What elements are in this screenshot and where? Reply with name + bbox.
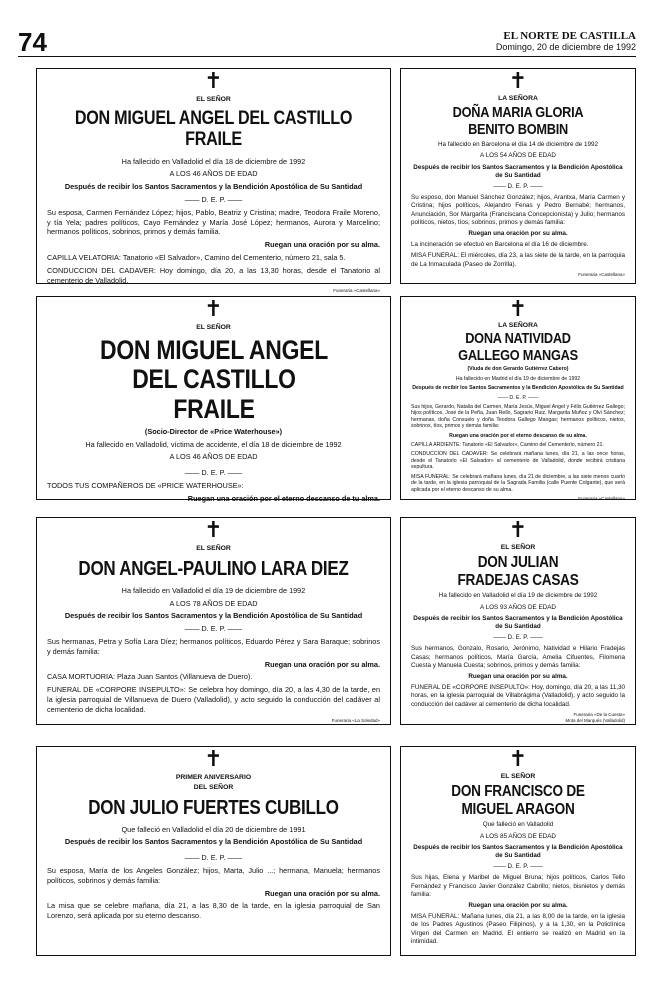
deceased-name: DON JULIO FUERTES CUBILLO: [88, 796, 339, 819]
info-line: MISA FUNERAL: Mañana lunes, día 21, a las 8,00 de la tarde, en la iglesia de los Padres Agustinos (Paseo Filipinos), y a la 1,30, en la Policlínica Virgen del Carmen en Madrid. El entierro se realizó en Madrid en la intimidad.: [411, 913, 625, 945]
obituary-left-3: [36, 517, 391, 725]
role-line: (Socio-Director de «Price Waterhouse»): [144, 426, 283, 436]
obituary-left-1: [36, 68, 391, 294]
obituary-title: EL SEÑOR: [196, 324, 231, 331]
info-line: CAPILLA VELATORIA: Tanatorio «El Salvador», Camino del Cementerio, número 21, sala 5.: [47, 252, 346, 262]
obituary-left-4: [36, 746, 391, 956]
info-line: CONDUCCION DEL CADAVER: Hoy domingo, día 20, a las 13,30 horas, desde el Tanatorio al cementerio de Valladolid.: [47, 265, 380, 285]
info-line: CAPILLA ARDIENTE: Tanatorio «El Salvador», Camino del Cementerio, número 21.: [411, 442, 604, 449]
dep-line: —— D. E. P. ——: [184, 194, 243, 204]
info-line: MISA FUNERAL: El miércoles, día 23, a las siete de la tarde, en la parroquia de La Inmaculada (Paseo de Zorrilla).: [411, 252, 625, 268]
funeral-home: Funeraria «Castellana»: [578, 271, 625, 277]
deceased-name: DOÑA MARIA GLORIA BENITO BOMBIN: [452, 104, 584, 138]
family-text: TODOS TUS COMPAÑEROS DE «PRICE WATERHOUSE»:: [47, 481, 244, 491]
cross-icon: ✝: [204, 518, 223, 543]
sacraments-line: Después de recibir los Santos Sacramentos y la Bendición Apostólica de Su Santidad: [64, 182, 363, 192]
prayer-line: Ruegan una oración por su alma.: [468, 902, 568, 910]
cross-icon: ✝: [508, 518, 528, 543]
cross-icon: ✝: [508, 69, 528, 94]
obituary-right-4: [400, 746, 636, 956]
obituary-title: EL SEÑOR: [196, 545, 231, 552]
cross-icon: ✝: [204, 297, 223, 322]
cross-icon: ✝: [204, 747, 223, 772]
dep-line: —— D. E. P. ——: [184, 624, 243, 634]
prayer-line: Ruegan una oración por su alma.: [264, 659, 380, 669]
cross-icon: ✝: [508, 747, 528, 772]
deceased-name: DON JULIAN FRADEJAS CASAS: [457, 554, 579, 589]
sacraments-line: Después de recibir los Santos Sacramentos y la Bendición Apostólica de Su Santidad: [64, 837, 363, 847]
role-line: (Viuda de don Gerardo Gutiérrez Cabero): [467, 366, 569, 373]
obituary-title: LA SEÑORA: [498, 95, 538, 102]
obituary-title: LA SEÑORA: [498, 322, 538, 329]
obituary-title: EL SEÑOR: [500, 773, 536, 780]
info-line: MISA FUNERAL: Se celebrará mañana lunes, día 21 de diciembre, a las siete menos cuarto de la tarde, en la iglesia parroquial de la Sagrada Familia (calle Puente Colgante), que será aplicada por el eterno descanso de su alma.: [411, 473, 625, 493]
death-line: Ha fallecido en Madrid el día 19 de diciembre de 1992: [455, 375, 581, 382]
death-line: Que falleció en Valladolid el día 20 de diciembre de 1991: [121, 824, 306, 834]
deceased-name: DON ANGEL-PAULINO LARA DIEZ: [78, 557, 349, 580]
sacraments-line: Después de recibir los Santos Sacramentos y la Bendición Apostólica de Su Santidad: [413, 614, 623, 630]
info-line: FUNERAL DE «CORPORE INSEPULTO»: Hoy, domingo, día 20, a las 11,30 horas, en la iglesia parroquial de Villabrágima (Valladolid), y acto seguido la conducción del cadáver al cementerio de dicha localidad.: [411, 684, 625, 708]
sacraments-line: Después de recibir los Santos Sacramentos y la Bendición Apostólica de Su Santidad: [413, 843, 623, 859]
age-line: A LOS 93 AÑOS DE EDAD: [480, 603, 556, 611]
obituary-title: EL SEÑOR: [196, 96, 231, 103]
deceased-name: DON FRANCISCO DE MIGUEL ARAGON: [451, 783, 585, 818]
cross-icon: ✝: [204, 69, 223, 94]
deceased-name: DONA NATIVIDAD GALLEGO MANGAS: [458, 330, 578, 364]
age-line: A LOS 85 AÑOS DE EDAD: [480, 832, 556, 840]
funeral-home: Funeraria «La Soledad»: [331, 717, 380, 723]
family-text: Su esposo, don Manuel Sánchez González; hijos, Arantxa, María Carmen y Cristina; hijos políticos, Alejandro Fenas y Pedro Bernabé; hermanos, Anunciación, Sor Margarita (Franciscana Concepcionista) y Julio; hermanos políticos, nietos, tíos, sobrinos, primos y demás familia:: [411, 194, 625, 226]
age-line: A LOS 78 AÑOS DE EDAD: [169, 598, 258, 608]
family-text: Sus hijos, Gerardo, Natalia del Carmen, María Jesús, Miguel Angel y Félix Gutiérrez Gallego; hijos políticos, José de la Peña, Juan Rello, Sagrario Ruiz, Margarita Muñoz y Olvi Sánchez; hermanas, doña Consuelo y doña Teodora Gallego Mangas; hermanos políticos, nietos, sobrinos, tíos, primos y demás familia:: [411, 404, 625, 430]
dep-line: —— D. E. P. ——: [184, 853, 243, 863]
death-line: Ha fallecido en Barcelona el día 14 de diciembre de 1992: [438, 141, 598, 149]
info-line: CONDUCCION DEL CADAVER: Se celebrará mañana lunes, día 21, a las once horas, desde el Tanatorio «El Salvador» al cementerio de Valladolid, donde recibirá cristiana sepultura.: [411, 451, 625, 471]
dep-line: —— D. E. P. ——: [184, 468, 243, 478]
prayer-line: Ruegan una oración por su alma.: [264, 240, 380, 250]
sacraments-line: Después de recibir los Santos Sacramentos y la Bendición Apostólica de Su Santidad: [412, 385, 624, 392]
deceased-name: DON MIGUEL ANGEL DEL CASTILLO FRAILE: [99, 334, 328, 425]
death-line: Ha fallecido en Valladolid el día 19 de diciembre de 1992: [438, 592, 598, 600]
info-line: CASA MORTUORIA: Plaza Juan Santos (Villanueva de Duero).: [47, 672, 253, 682]
age-line: A LOS 46 AÑOS DE EDAD: [169, 452, 258, 462]
prayer-line: Ruegan una oración por su alma.: [468, 673, 568, 681]
prayer-line: Ruegan una oración por el eterno descanso de tu alma.: [187, 493, 380, 503]
funeral-home: Funeraria «De la Cuesta» Mota del Marqués (Valladolid): [565, 711, 625, 723]
sacraments-line: Después de recibir los Santos Sacramentos y la Bendición Apostólica de Su Santidad: [64, 611, 363, 621]
death-line: Que falleció en Valladolid: [482, 821, 554, 829]
info-line: FUNERAL DE «CORPORE INSEPULTO»: Se celebra hoy domingo, día 20, a las 4,30 de la tarde, en la iglesia parroquial de Villanueva de Duero (Valladolid), y acto seguido la conducción del cadáver al cementerio de dicha localidad.: [47, 685, 380, 714]
funeral-home: Funeraria «Castellana»: [333, 288, 380, 294]
obituary-right-1: [400, 68, 636, 284]
prayer-line: Ruegan una oración por su alma.: [468, 230, 568, 238]
newspaper-name: EL NORTE DE CASTILLA: [503, 30, 636, 42]
obituary-title: EL SEÑOR: [500, 544, 536, 551]
obituary-left-2: [36, 296, 391, 503]
dep-line: —— D. E. P. ——: [493, 183, 543, 191]
prayer-line: Ruegan una oración por su alma.: [264, 888, 380, 898]
family-text: Su esposa, Carmen Fernández López; hijos, Pablo, Beatriz y Cristina; madre, Teodora Fraile Moreno, y tía Yela; padres políticos, Cayo Fernández y María José López; hermanos, Aurora y Marcelino; hermanos políticos, sobrinos, primos y demás familia.: [47, 207, 380, 237]
family-text: Su esposa, María de los Angeles González; hijos, Marta, Julio ...; hermana, Manuela; hermanos políticos, sobrinos y demás familia:: [47, 865, 380, 885]
deceased-name: DON MIGUEL ANGEL DEL CASTILLO FRAILE: [74, 107, 353, 150]
info-line: La misa que se celebre mañana, día 21, a las 8,30 de la tarde, en la iglesia parroquial de San Lorenzo, será aplicada por su eterno descanso.: [47, 901, 380, 921]
family-text: Sus hijas, Elena y Maribel de Miguel Bruna; hijos políticos, Carlos Tello Fernández y Francisco Javier González Cabrillo; nietos, bisnietos y demás familia:: [411, 874, 625, 898]
page-number: 74: [18, 27, 47, 57]
family-text: Sus hermanas, Petra y Sofía Lara Díez; hermanos políticos, Eduardo Pérez y Sara Baraque; sobrinos y demás familia:: [47, 636, 380, 656]
page-header: [18, 28, 636, 57]
issue-date: Domingo, 20 de diciembre de 1992: [495, 42, 636, 52]
obituary-right-3: [400, 517, 636, 725]
dep-line: —— D. E. P. ——: [493, 634, 543, 642]
death-line: Ha fallecido en Valladolid el día 18 de diciembre de 1992: [121, 156, 306, 166]
age-line: A LOS 54 AÑOS DE EDAD: [480, 152, 556, 160]
death-line: Ha fallecido en Valladolid, víctima de accidente, el día 18 de diciembre de 1992: [85, 439, 342, 449]
dep-line: —— D. E. P. ——: [497, 394, 539, 401]
age-line: A LOS 46 AÑOS DE EDAD: [169, 169, 258, 179]
obituary-right-2: [400, 296, 636, 500]
obituary-title: PRIMER ANIVERSARIO DEL SEÑOR: [175, 774, 252, 791]
sacraments-line: Después de recibir los Santos Sacramentos y la Bendición Apostólica de Su Santidad: [413, 163, 623, 179]
dep-line: —— D. E. P. ——: [493, 863, 543, 871]
info-line: La incineración se efectuó en Barcelona el día 16 de diciembre.: [411, 241, 589, 249]
death-line: Ha fallecido en Valladolid el día 19 de diciembre de 1992: [121, 585, 306, 595]
cross-icon: ✝: [508, 297, 528, 322]
prayer-line: Ruegan una oración por el eterno descanso de su alma.: [449, 432, 587, 439]
family-text: Sus hermanos, Gonzalo, Rosario, Jerónimo, Natividad e Hilario Fradejas Casas; hermanos políticos, María García, Amelia Cifuentes, Filomena Cuesta y Manuela Cuesta; sobrinos, primos y demás familia:: [411, 645, 625, 669]
funeral-home: Funeraria «Castellana»: [578, 495, 625, 501]
